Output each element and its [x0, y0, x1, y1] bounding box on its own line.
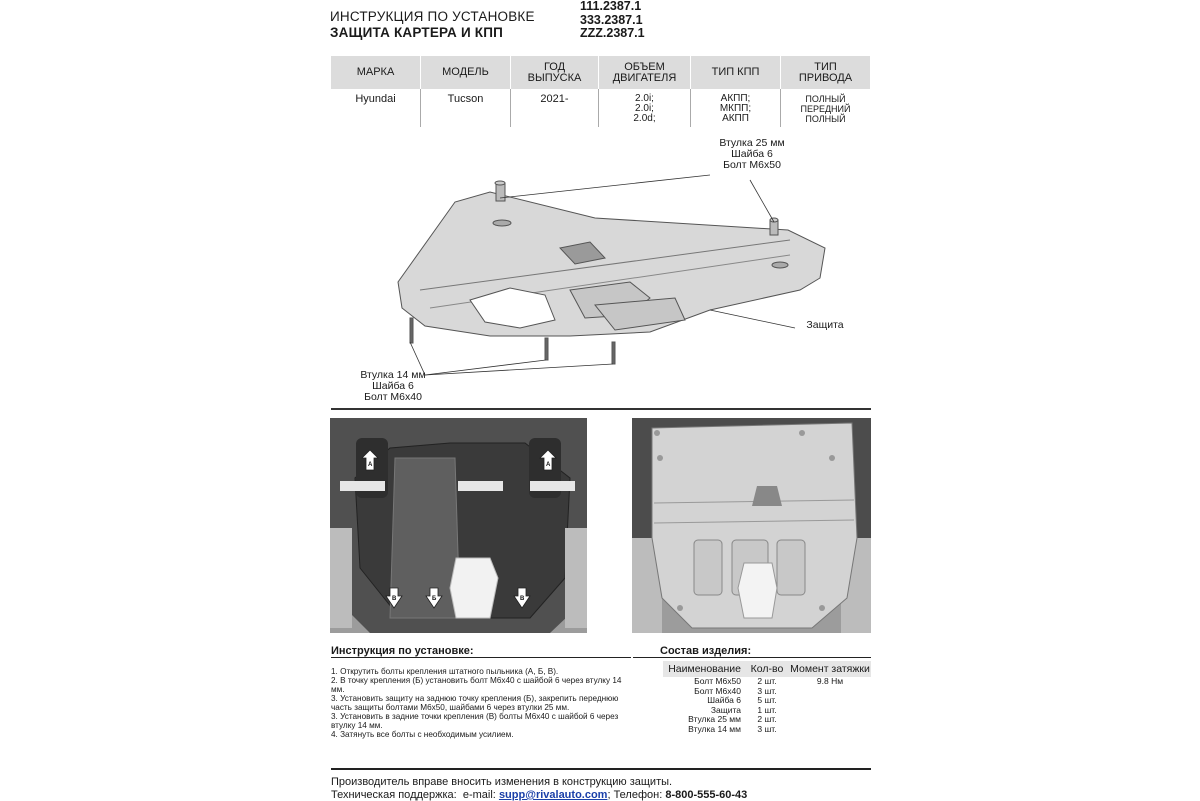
- footer-support: [331, 789, 747, 801]
- email-label: e-mail:: [462, 789, 496, 801]
- bolt-m6x40: [410, 318, 413, 343]
- composition-torque: [789, 706, 871, 716]
- product-code: 111.2387.1: [580, 0, 642, 13]
- composition-header-cell: Момент затяжки: [790, 663, 870, 675]
- spec-header-text: ГОД ВЫПУСКА: [527, 60, 582, 84]
- composition-torque: 9.8 Нм: [816, 676, 844, 686]
- marker-a-label: А: [546, 462, 551, 468]
- composition-header-cell: Наименование: [668, 663, 741, 675]
- spec-cell: Tucson: [421, 89, 511, 127]
- instructions-title: Инструкция по установке:: [331, 645, 474, 657]
- composition-item: Болт М6х50: [694, 676, 741, 686]
- footer-note: Производитель вправе вносить изменения в конструкцию защиты.: [331, 776, 673, 788]
- label-protection: Защита: [806, 320, 844, 331]
- composition-divider: [633, 657, 871, 658]
- instructions-divider: [331, 657, 631, 658]
- composition-item: Болт М6х40: [694, 685, 741, 696]
- marker-a-label: А: [368, 462, 373, 468]
- marker-b-label: Б: [432, 596, 437, 602]
- composition-header: [663, 661, 871, 677]
- spec-cell: АКПП; МКПП; АКПП: [691, 89, 781, 127]
- assembly-diagram: [330, 130, 871, 408]
- spec-header-cell: МОДЕЛЬ: [421, 56, 511, 89]
- spec-header-text: ОБЪЕМ ДВИГАТЕЛЯ: [612, 60, 677, 84]
- composition-qty: 3 шт.: [757, 685, 777, 696]
- instruction-step: 3. Установить защиту на заднюю точку крепления (Б), закрепить переднюю часть защиты болтами М6х50, шайбами 6 через втулки 25 мм.: [331, 694, 619, 712]
- composition-qty: 3 шт.: [757, 723, 777, 734]
- composition-torque: [789, 725, 871, 735]
- composition-item: Втулка 25 мм: [688, 714, 741, 724]
- bolt-m6x40: [545, 338, 548, 360]
- composition-qty: 2 шт.: [757, 714, 777, 724]
- spec-table-row: [331, 89, 870, 127]
- phone-label: ; Телефон:: [607, 789, 663, 801]
- spec-header-cell: [781, 56, 870, 89]
- marker-v-label: В: [520, 596, 525, 602]
- spec-header-cell: МАРКА: [331, 56, 421, 89]
- label-bottom-fasteners: Втулка 14 мм Шайба 6 Болт М6х40: [360, 370, 426, 403]
- divider: [331, 408, 871, 410]
- spec-header-text: ТИП ПРИВОДА: [798, 60, 853, 84]
- document-title: [330, 9, 535, 41]
- composition-qty: 1 шт.: [757, 704, 777, 715]
- spec-cell: Hyundai: [331, 89, 421, 127]
- product-codes: [580, 0, 645, 41]
- bolt-m6x40: [612, 342, 615, 364]
- instruction-step: 1. Открутить болты крепления штатного пыльника (А, Б, В).: [331, 667, 559, 676]
- composition-table: [663, 661, 871, 734]
- composition-torque: [789, 687, 871, 697]
- composition-torque: [789, 715, 871, 725]
- support-email-link[interactable]: supp@rivalauto.com: [498, 789, 608, 801]
- composition-row: [663, 725, 871, 735]
- composition-item: Втулка 14 мм: [688, 723, 741, 734]
- product-code: ZZZ.2387.1: [580, 26, 645, 40]
- instruction-step: 4. Затянуть все болты с необходимым усилием.: [331, 730, 514, 739]
- spec-cell: 2021-: [511, 89, 599, 127]
- spec-header-cell: [511, 56, 599, 89]
- spec-cell: 2.0i; 2.0i; 2.0d;: [599, 89, 691, 127]
- product-code: 333.2387.1: [580, 12, 643, 27]
- instructions-list: [331, 667, 631, 739]
- photo-after-installation: [632, 418, 871, 633]
- vehicle-spec-table: [331, 56, 870, 127]
- composition-qty: 5 шт.: [757, 695, 777, 705]
- marker-v-label: В: [392, 596, 397, 602]
- composition-title: Состав изделия:: [660, 645, 752, 657]
- label-top-fasteners: Втулка 25 мм Шайба 6 Болт М6х50: [719, 138, 785, 171]
- composition-qty: 2 шт.: [757, 676, 777, 686]
- spec-cell: ПОЛНЫЙ ПЕРЕДНИЙ ПОЛНЫЙ: [800, 94, 851, 124]
- footer-divider: [331, 768, 871, 770]
- composition-item: Шайба 6: [707, 695, 741, 705]
- composition-item: Защита: [710, 704, 741, 715]
- support-label: Техническая поддержка:: [331, 789, 457, 801]
- title-line-2: ЗАЩИТА КАРТЕРА И КПП: [330, 25, 504, 40]
- instruction-step: 2. В точку крепления (Б) установить болт М6х40 с шайбой 6 через втулку 14 мм.: [331, 676, 622, 694]
- engine-cutout: [450, 558, 498, 618]
- composition-torque: [789, 696, 871, 706]
- support-phone: 8-800-555-60-43: [665, 789, 748, 801]
- spec-table-header: [331, 56, 870, 89]
- title-line-1: ИНСТРУКЦИЯ ПО УСТАНОВКЕ: [330, 9, 535, 24]
- spec-header-cell: ТИП КПП: [691, 56, 781, 89]
- spec-header-cell: [599, 56, 691, 89]
- instruction-step: 3. Установить в задние точки крепления (В) болты М6х40 с шайбой 6 через втулку 14 мм.: [331, 712, 619, 730]
- oil-pan-cover: [390, 458, 460, 618]
- photo-before-installation: [330, 418, 587, 633]
- composition-header-cell: Кол-во: [750, 663, 784, 675]
